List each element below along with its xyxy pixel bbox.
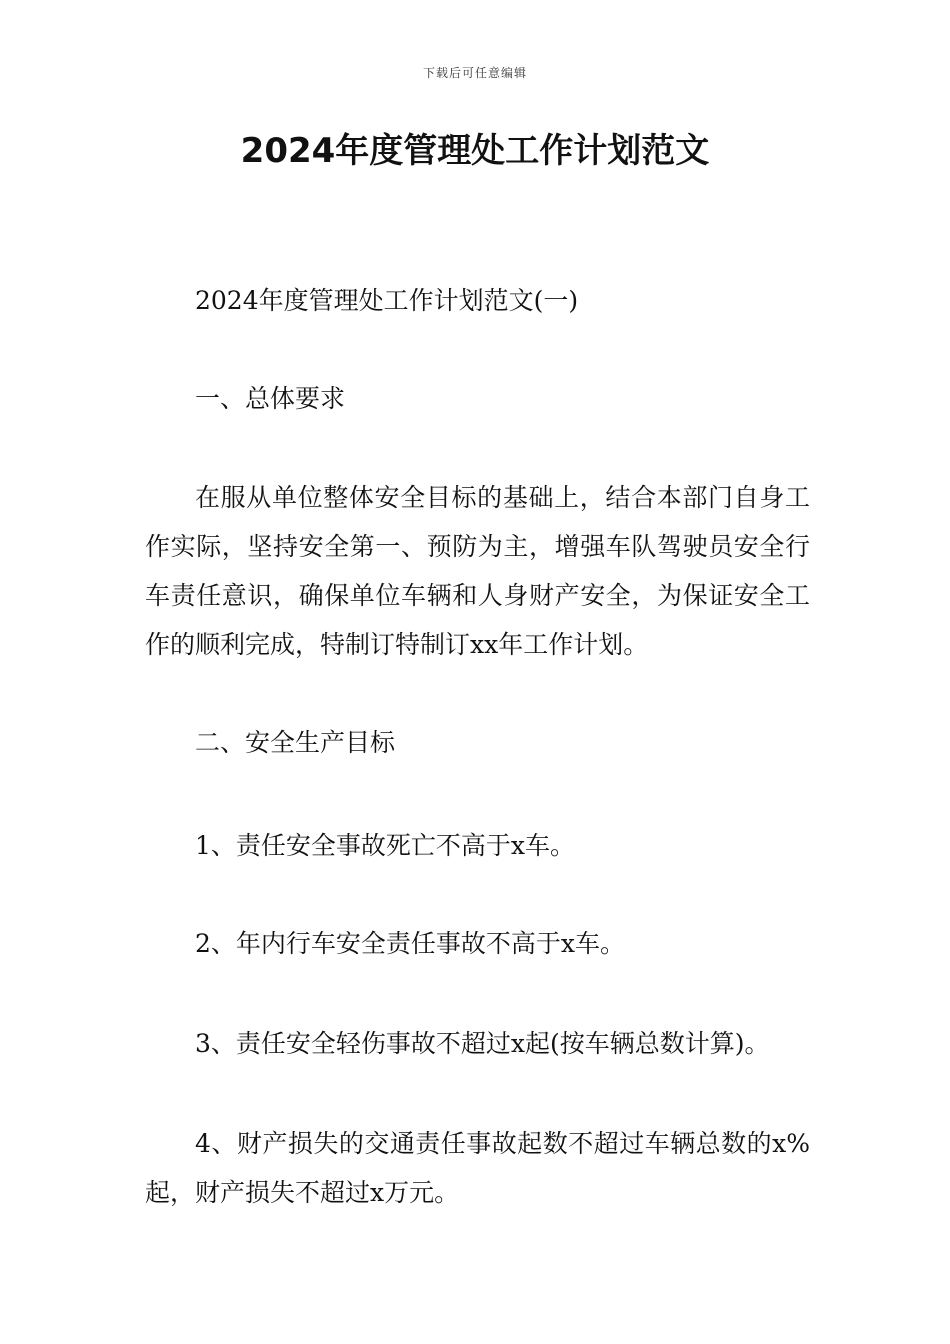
list-item: 4、财产损失的交通责任事故起数不超过车辆总数的x%起，财产损失不超过x万元。: [145, 1129, 810, 1207]
list-item: 1、责任安全事故死亡不高于x车。: [195, 831, 576, 860]
document-subtitle: 2024年度管理处工作计划范文(一): [195, 286, 579, 315]
document-title: 2024年度管理处工作计划范文: [240, 131, 710, 171]
section2-heading: 二、安全生产目标: [195, 728, 396, 757]
list-item: 3、责任安全轻伤事故不超过x起(按车辆总数计算)。: [195, 1029, 770, 1058]
list-item: 2、年内行车安全责任事故不高于x车。: [195, 929, 626, 958]
section1-heading: 一、总体要求: [195, 384, 346, 413]
section1-body: 在服从单位整体安全目标的基础上，结合本部门自身工作实际，坚持安全第一、预防为主，增强车队驾驶员安全行车责任意识，确保单位车辆和人身财产安全，为保证安全工作的顺利完成，特制订特制订xx年工作计划。: [145, 483, 810, 659]
header-note: 下载后可任意编辑: [422, 66, 527, 80]
